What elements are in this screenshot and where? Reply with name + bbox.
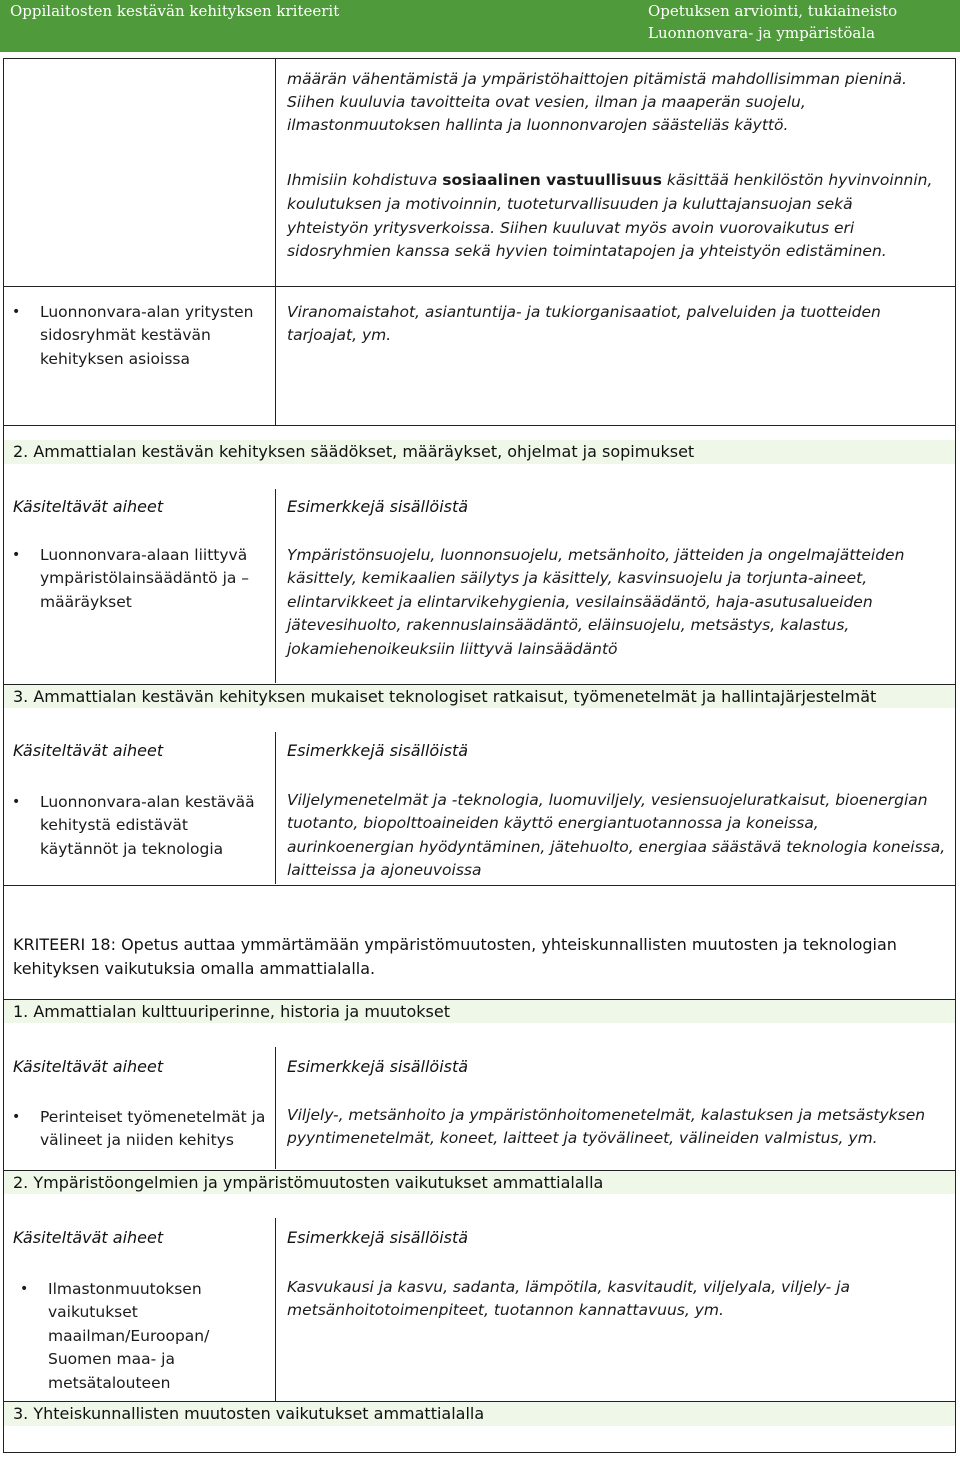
- row-divider: [3, 1401, 956, 1402]
- intro-line: Siihen kuuluvia tavoitteita ovat vesien, ilman ja maaperän suojelu,: [287, 93, 806, 111]
- k18-section1-topic: • Perinteiset työmenetelmät ja välineet ja niiden kehitys: [40, 1106, 268, 1153]
- column-divider: [275, 1047, 276, 1169]
- section3-content: Viljelymenetelmät ja -teknologia, luomuviljely, vesiensuojeluratkaisut, bioenergian tuotanto, biopolttoaineiden käyttö energiantuotannossa ja koneissa, aurinkoenergian hyödyntäminen, jätehuolto, energiaa säästävä teknologia koneissa, laitteissa ja ajoneuvoissa: [287, 791, 946, 880]
- social-responsibility-line: [287, 169, 932, 192]
- page-header: [0, 0, 960, 52]
- header-left-title: Oppilaitosten kestävän kehityksen kriteerit: [10, 2, 340, 20]
- header-right-line1: Opetuksen arviointi, tukiaineisto: [648, 2, 898, 20]
- criterion-18-text: Opetus auttaa ymmärtämään ympäristömuutosten, yhteiskunnallisten muutosten ja teknologian kehityksen vaikutuksia omalla ammattialalla.: [13, 935, 897, 978]
- column-header-topics: Käsiteltävät aiheet: [13, 1228, 164, 1247]
- intro-line: määrän vähentämistä ja ympäristöhaittojen pitämistä mahdollisimman pieninä.: [287, 70, 907, 88]
- row-divider: [3, 286, 956, 287]
- social-bold-term: sosiaalinen vastuullisuus: [442, 171, 662, 189]
- row-divider: [3, 885, 956, 886]
- stakeholders-content: Viranomaistahot, asiantuntija- ja tukiorganisaatiot, palveluiden ja tuotteiden tarjoajat, ym.: [287, 303, 881, 345]
- k18-section3-title: 3. Yhteiskunnallisten muutosten vaikutukset ammattialalla: [13, 1404, 485, 1423]
- k18-section2-title: 2. Ympäristöongelmien ja ympäristömuutosten vaikutukset ammattialalla: [13, 1173, 604, 1192]
- criterion-18-label: KRITEERI 18:: [13, 935, 122, 954]
- column-divider: [275, 1218, 276, 1401]
- social-line: sidosryhmien kanssa sekä hyvien toimintatapojen ja yhteistyön edistäminen.: [287, 242, 887, 260]
- column-header-examples: Esimerkkejä sisällöistä: [287, 741, 469, 760]
- intro-line: ilmastonmuutoksen hallinta ja luonnonvarojen säästeliäs käyttö.: [287, 116, 789, 134]
- k18-section2-content: Kasvukausi ja kasvu, sadanta, lämpötila, kasvitaudit, viljelyala, viljely- ja metsänhoitotoimenpiteet, tuotannon kannattavuus, ym.: [287, 1278, 851, 1320]
- column-header-topics: Käsiteltävät aiheet: [13, 741, 164, 760]
- column-divider: [275, 732, 276, 884]
- social-line: yhteistyön yritysverkoissa. Siihen kuuluvat myös avoin vuorovaikutus eri: [287, 219, 855, 237]
- k18-section1-content: Viljely-, metsänhoito ja ympäristönhoitomenetelmät, kalastuksen ja metsästyksen pyyntimenetelmät, koneet, laitteet ja työvälineet, välineiden valmistus, ym.: [287, 1106, 926, 1148]
- row-divider: [3, 999, 956, 1000]
- social-post: käsittää henkilöstön hyvinvoinnin,: [661, 171, 933, 189]
- social-pre: Ihmisiin kohdistuva: [287, 171, 443, 189]
- column-divider: [275, 489, 276, 683]
- k18-section1-title: 1. Ammattialan kulttuuriperinne, historia ja muutokset: [13, 1002, 450, 1021]
- header-right-line2: Luonnonvara- ja ympäristöala: [648, 24, 876, 42]
- section3-title: 3. Ammattialan kestävän kehityksen mukaiset teknologiset ratkaisut, työmenetelmät ja hallintajärjestelmät: [13, 687, 877, 706]
- social-line: koulutuksen ja motivoinnin, tuoteturvallisuuden ja kuluttajansuojan sekä: [287, 195, 853, 213]
- section2-content: Ympäristönsuojelu, luonnonsuojelu, metsänhoito, jätteiden ja ongelmajätteiden käsittely, kemikaalien säilytys ja käsittely, kasvinsuojelu ja torjunta-aineet, elintarvikkeet ja elintarvikehygienia, vesilainsäädäntö, haja-asutusalueiden jätevesihuolto, rakennuslainsäädäntö, eläinsuojelu, metsästys, kalastus, jokamiehenoikeuksiin liittyvä lainsäädäntö: [287, 546, 905, 658]
- column-header-topics: Käsiteltävät aiheet: [13, 497, 164, 516]
- section2-title: 2. Ammattialan kestävän kehityksen säädökset, määräykset, ohjelmat ja sopimukset: [13, 442, 695, 461]
- column-header-examples: Esimerkkejä sisällöistä: [287, 1228, 469, 1247]
- column-header-examples: Esimerkkejä sisällöistä: [287, 497, 469, 516]
- column-header-topics: Käsiteltävät aiheet: [13, 1057, 164, 1076]
- column-header-examples: Esimerkkejä sisällöistä: [287, 1057, 469, 1076]
- row-divider: [3, 684, 956, 685]
- stakeholders-topic: • Luonnonvara-alan yritysten sidosryhmät kestävän kehityksen asioissa: [40, 301, 268, 371]
- header-right: [648, 0, 897, 44]
- column-divider: [275, 58, 276, 425]
- section2-topic: • Luonnonvara-alaan liittyvä ympäristölainsäädäntö ja –määräykset: [40, 544, 268, 614]
- row-divider: [3, 425, 956, 426]
- criterion-18: [13, 933, 913, 981]
- k18-section2-topic: • Ilmastonmuutoksen vaikutukset maailman/Euroopan/ Suomen maa- ja metsätalouteen: [48, 1278, 240, 1395]
- section3-topic: • Luonnonvara-alan kestävää kehitystä edistävät käytännöt ja teknologia: [40, 791, 268, 861]
- row-divider: [3, 1170, 956, 1171]
